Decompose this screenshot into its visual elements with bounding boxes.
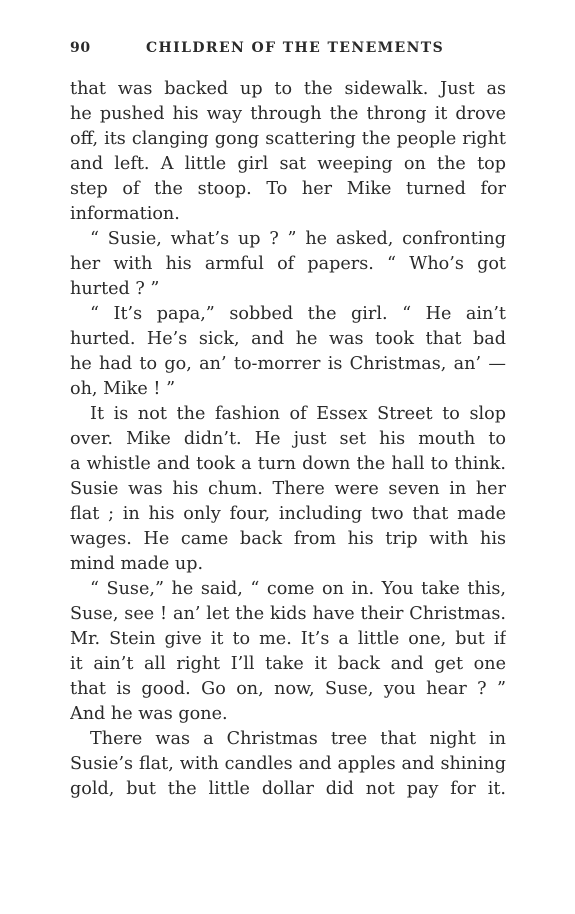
text-line: “ It’s papa,” sobbed the girl. “ He ain’t — [90, 304, 506, 324]
text-line: flat ; in his only four, including two that made — [70, 504, 506, 524]
text-line: step of the stoop. To her Mike turned for — [70, 179, 506, 199]
text-line: he had to go, an’ to-morrer is Christmas, an’ — — [70, 354, 506, 374]
text-line: off, its clanging gong scattering the people right — [70, 129, 506, 149]
text-line: There was a Christmas tree that night in — [90, 729, 506, 749]
text-line: hurted. He’s sick, and he was took that bad — [70, 329, 506, 349]
running-head: CHILDREN OF THE TENEMENTS — [146, 40, 445, 56]
text-line: gold, but the little dollar did not pay for it. — [70, 779, 506, 799]
text-line: information. — [70, 204, 180, 224]
text-line: and left. A little girl sat weeping on the top — [70, 154, 506, 174]
text-line: “ Susie, what’s up ? ” he asked, confronting — [90, 229, 506, 249]
text-line: he pushed his way through the throng it drove — [70, 104, 506, 124]
text-line: it ain’t all right I’ll take it back and get one — [70, 654, 506, 674]
text-line: that is good. Go on, now, Suse, you hear ? ” — [70, 679, 506, 699]
text-line: Susie’s flat, with candles and apples and shining — [70, 754, 506, 774]
text-line: over. Mike didn’t. He just set his mouth to — [70, 429, 506, 449]
text-line: mind made up. — [70, 554, 204, 574]
text-line: oh, Mike ! ” — [70, 379, 176, 399]
text-line: her with his armful of papers. “ Who’s got — [70, 254, 506, 274]
text-line: “ Suse,” he said, “ come on in. You take this, — [90, 579, 506, 599]
text-line: that was backed up to the sidewalk. Just as — [70, 79, 506, 99]
text-line: It is not the fashion of Essex Street to slop — [90, 404, 506, 424]
body-text — [70, 77, 506, 802]
text-line: Mr. Stein give it to me. It’s a little one, but if — [70, 629, 506, 649]
page-header — [70, 40, 507, 64]
text-line: wages. He came back from his trip with his — [70, 529, 506, 549]
text-line: Suse, see ! an’ let the kids have their Christmas. — [70, 604, 506, 624]
text-line: a whistle and took a turn down the hall to think. — [70, 454, 506, 474]
text-line: hurted ? ” — [70, 279, 160, 299]
text-line: And he was gone. — [70, 704, 228, 724]
text-line: Susie was his chum. There were seven in her — [70, 479, 506, 499]
page-number: 90 — [70, 40, 91, 56]
